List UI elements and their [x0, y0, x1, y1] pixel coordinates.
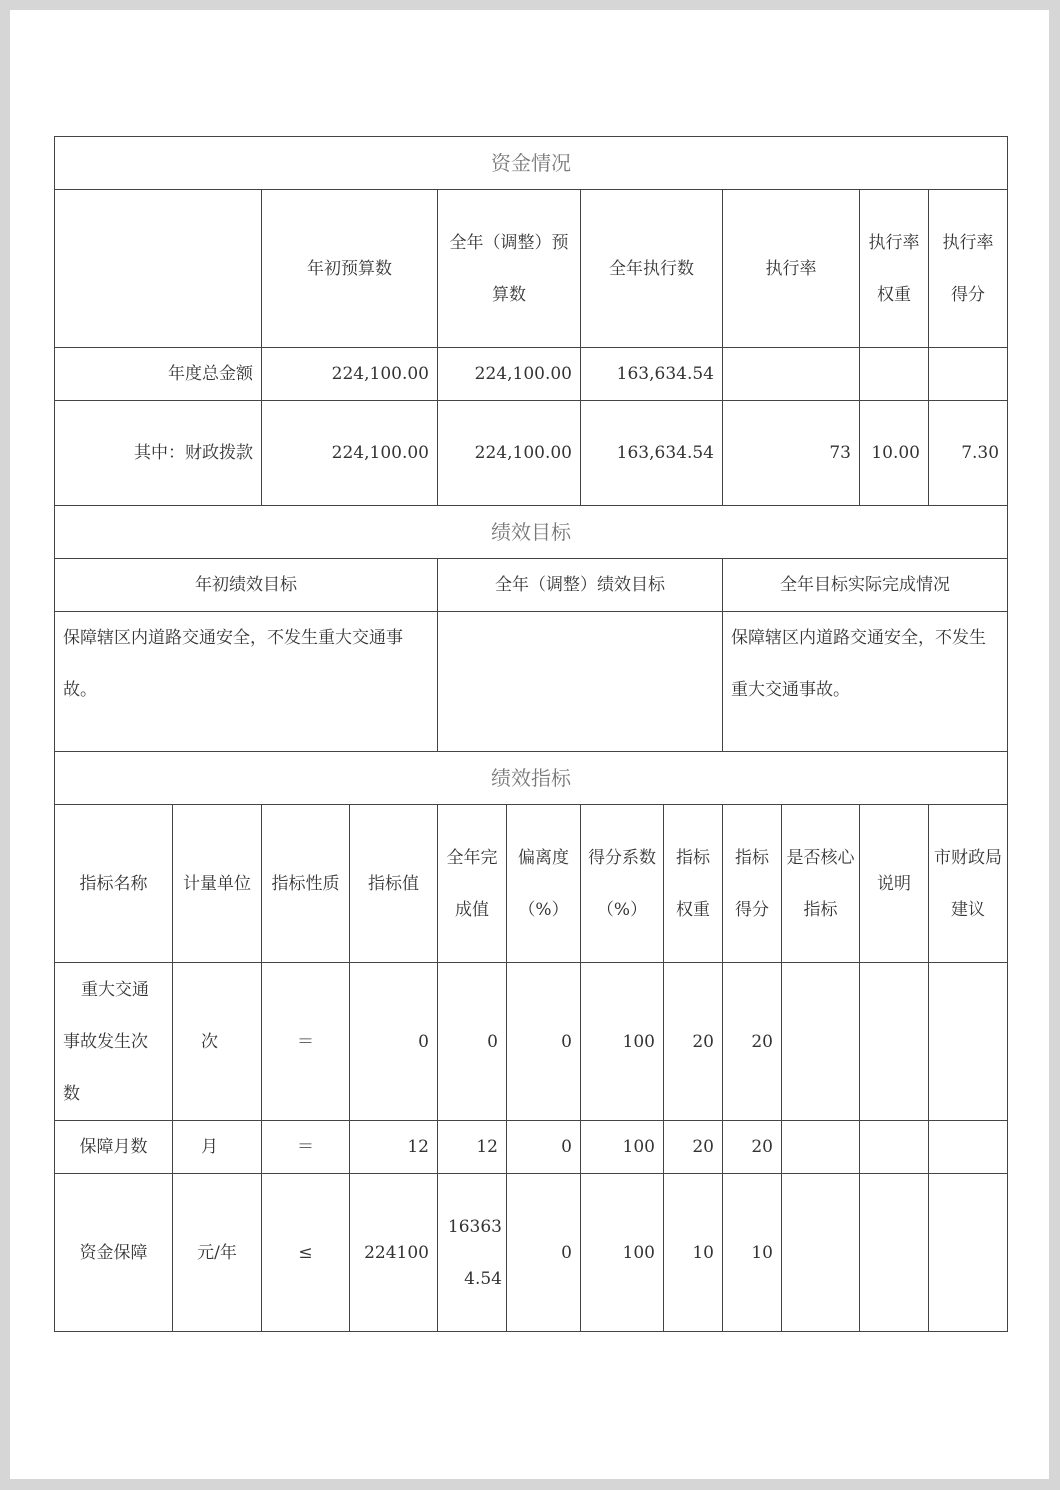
- ind-header-completed: 全年完成值: [438, 805, 507, 963]
- ind-row-score: 20: [723, 1121, 782, 1174]
- ind-row-weight: 20: [664, 1121, 723, 1174]
- funds-row-weight: 10.00: [860, 401, 929, 506]
- ind-row-core: [782, 1121, 860, 1174]
- ind-row-score: 20: [723, 963, 782, 1121]
- ind-row-value: 224100: [350, 1174, 438, 1332]
- funds-row-label: 年度总金额: [55, 348, 262, 401]
- ind-header-value: 指标值: [350, 805, 438, 963]
- funds-header-blank: [55, 190, 262, 348]
- goals-actual-text: 保障辖区内道路交通安全，不发生重大交通事故。: [723, 612, 1008, 752]
- ind-row-completed: 0: [438, 963, 507, 1121]
- ind-row-coef: 100: [581, 1121, 664, 1174]
- ind-row-note: [860, 963, 929, 1121]
- document-page: [10, 10, 1049, 1479]
- ind-row-deviation: 0: [507, 1121, 581, 1174]
- funds-row-label: 其中：财政拨款: [55, 401, 262, 506]
- ind-header-note: 说明: [860, 805, 929, 963]
- performance-table: [54, 136, 1008, 1332]
- ind-row-unit: 月: [173, 1121, 262, 1174]
- ind-row-name: 重大交通事故发生次数: [55, 963, 173, 1121]
- ind-row-core: [782, 963, 860, 1121]
- funds-header-initial-budget: 年初预算数: [262, 190, 438, 348]
- ind-row-advice: [929, 1174, 1008, 1332]
- ind-header-weight: 指标权重: [664, 805, 723, 963]
- funds-header-rate-weight: 执行率权重: [860, 190, 929, 348]
- ind-row-coef: 100: [581, 963, 664, 1121]
- ind-header-nature: 指标性质: [262, 805, 350, 963]
- funds-header-rate-score: 执行率得分: [929, 190, 1008, 348]
- ind-row-coef: 100: [581, 1174, 664, 1332]
- ind-row-advice: [929, 1121, 1008, 1174]
- ind-row-name: 资金保障: [55, 1174, 173, 1332]
- funds-header-adjusted-budget: 全年（调整）预算数: [438, 190, 581, 348]
- funds-row-score: [929, 348, 1008, 401]
- ind-row-note: [860, 1174, 929, 1332]
- ind-row-deviation: 0: [507, 963, 581, 1121]
- funds-row-rate: [723, 348, 860, 401]
- ind-row-value: 0: [350, 963, 438, 1121]
- ind-row-weight: 10: [664, 1174, 723, 1332]
- goals-header-actual: 全年目标实际完成情况: [723, 559, 1008, 612]
- ind-row-unit: 次: [173, 963, 262, 1121]
- ind-header-deviation: 偏离度（%）: [507, 805, 581, 963]
- ind-row-name: 保障月数: [55, 1121, 173, 1174]
- ind-header-advice: 市财政局建议: [929, 805, 1008, 963]
- ind-row-advice: [929, 963, 1008, 1121]
- ind-row-note: [860, 1121, 929, 1174]
- funds-row-adjusted: 224,100.00: [438, 401, 581, 506]
- ind-row-nature: ＝: [262, 1121, 350, 1174]
- funds-row-weight: [860, 348, 929, 401]
- funds-row-adjusted: 224,100.00: [438, 348, 581, 401]
- goals-section-title: 绩效目标: [55, 506, 1008, 559]
- ind-row-completed: 12: [438, 1121, 507, 1174]
- ind-row-deviation: 0: [507, 1174, 581, 1332]
- ind-header-name: 指标名称: [55, 805, 173, 963]
- funds-header-executed: 全年执行数: [581, 190, 723, 348]
- funds-header-rate: 执行率: [723, 190, 860, 348]
- ind-row-value: 12: [350, 1121, 438, 1174]
- goals-header-adjusted: 全年（调整）绩效目标: [438, 559, 723, 612]
- goals-adjusted-text: [438, 612, 723, 752]
- ind-header-core: 是否核心指标: [782, 805, 860, 963]
- indicators-section-title: 绩效指标: [55, 752, 1008, 805]
- ind-header-score: 指标得分: [723, 805, 782, 963]
- funds-row-initial: 224,100.00: [262, 348, 438, 401]
- ind-row-unit: 元/年: [173, 1174, 262, 1332]
- funds-section-title: 资金情况: [55, 137, 1008, 190]
- funds-row-rate: 73: [723, 401, 860, 506]
- funds-row-executed: 163,634.54: [581, 401, 723, 506]
- ind-row-completed: 163634.54: [438, 1174, 507, 1332]
- funds-row-score: 7.30: [929, 401, 1008, 506]
- ind-header-unit: 计量单位: [173, 805, 262, 963]
- goals-initial-text: 保障辖区内道路交通安全，不发生重大交通事故。: [55, 612, 438, 752]
- ind-row-nature: ＝: [262, 963, 350, 1121]
- goals-header-initial: 年初绩效目标: [55, 559, 438, 612]
- ind-header-coef: 得分系数（%）: [581, 805, 664, 963]
- ind-row-core: [782, 1174, 860, 1332]
- ind-row-score: 10: [723, 1174, 782, 1332]
- ind-row-weight: 20: [664, 963, 723, 1121]
- ind-row-nature: ≤: [262, 1174, 350, 1332]
- funds-row-initial: 224,100.00: [262, 401, 438, 506]
- funds-row-executed: 163,634.54: [581, 348, 723, 401]
